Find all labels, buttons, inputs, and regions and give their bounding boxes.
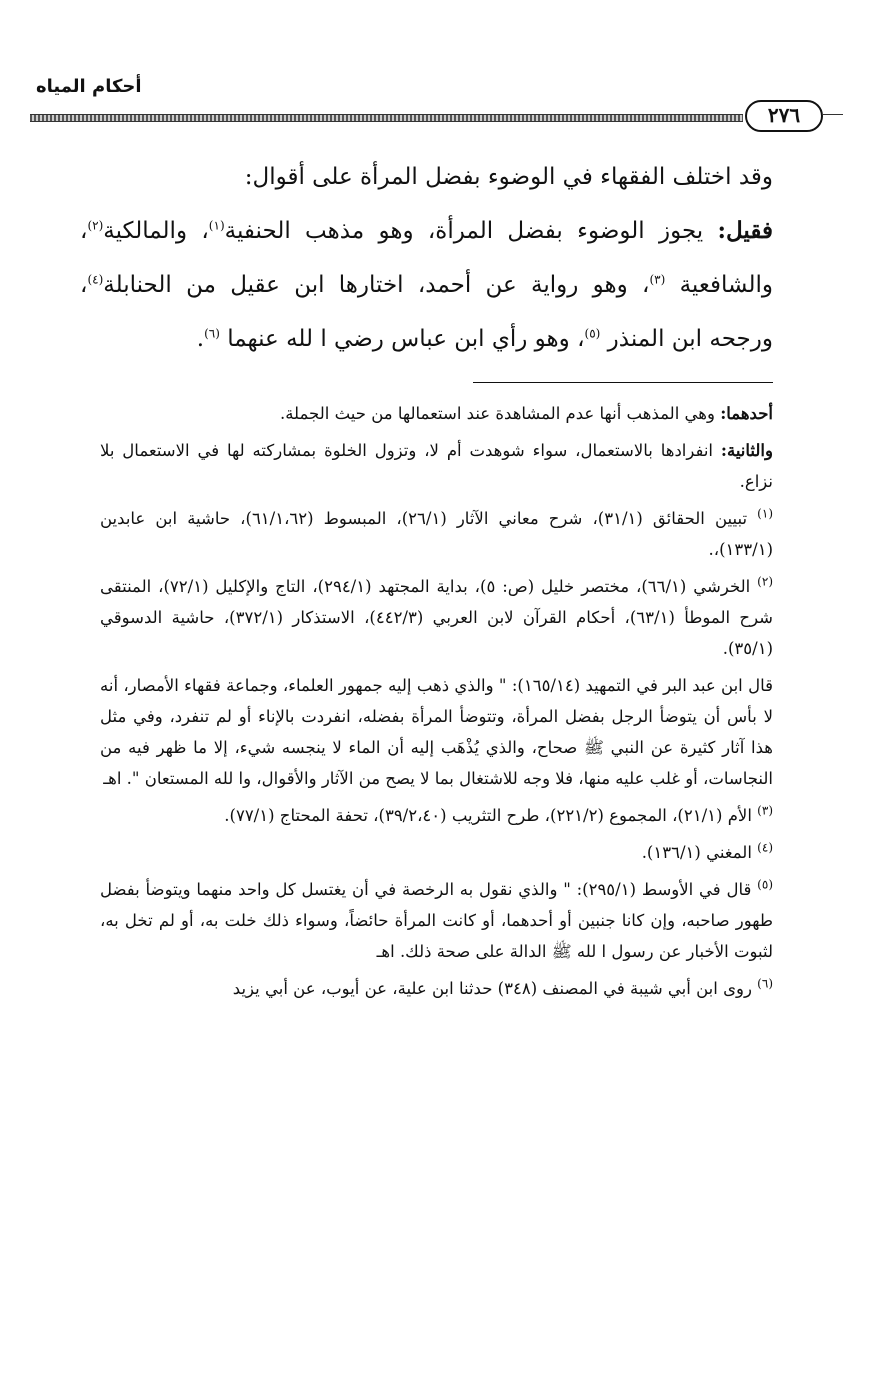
footnote-mark: (٦): [757, 976, 773, 991]
book-title: أحكام المياه: [36, 76, 142, 97]
footnote-4: [100, 837, 773, 868]
note-text: انفرادها بالاستعمال، سواء شوهدت أم لا، وتزول الخلوة بمشاركته لها في الاستعمال بلا نزاع.: [100, 441, 773, 491]
footnote-text: الأم (٢١/١)، المجموع (٢٢١/٢)، طرح التثريب (٣٩/٢،٤٠)، تحفة المحتاج (٧٧/١).: [224, 806, 758, 825]
header-rule: [30, 114, 743, 122]
header-rule-right: [823, 114, 843, 121]
footnote-text: تبيين الحقائق (٣١/١)، شرح معاني الآثار (٢٦/١)، المبسوط (٦١/١،٦٢)، حاشية ابن عابدين (١٣٣/١)،.: [100, 509, 773, 559]
footnote-separator: [473, 382, 773, 383]
text-run: يجوز الوضوء بفضل المرأة، وهو مذهب الحنفية: [224, 218, 718, 244]
page-number: ٢٧٦: [745, 100, 823, 132]
note-second: [100, 435, 773, 497]
paragraph-first-opinion: [80, 204, 773, 366]
footnote-1: [100, 503, 773, 565]
text-run: ، ورجحه ابن المنذر: [80, 272, 773, 352]
footnote-mark: (١): [757, 506, 773, 521]
text-run: ، والمالكية: [103, 218, 209, 244]
footnote-mark: (٥): [757, 877, 773, 892]
footnote-text: قال في الأوسط (٢٩٥/١): " والذي نقول به الرخصة في أن يغتسل كل واحد منهما ويتوضأ بفضل طهور صاحبه، وإن كانا جنبين أو أحدهما، أو كانت المرأة حائضاً، وسواء ذلك خلت به، أو لم تخل به، لثبوت الأخبار عن رسول ا لله ﷺ الدالة على صحة ذلك. اهـ: [100, 880, 773, 961]
note-first: [100, 398, 773, 429]
footnote-ref-2[interactable]: (٢): [87, 218, 104, 233]
paragraph-intro: وقد اختلف الفقهاء في الوضوء بفضل المرأة على أقوال:: [244, 164, 773, 190]
footnote-mark: (٤): [757, 840, 773, 855]
footnote-text: المغني (١٣٦/١).: [641, 843, 758, 862]
running-header: [30, 70, 843, 130]
opinion-lead: فقيل:: [717, 217, 773, 244]
footnote-3: [100, 800, 773, 831]
footnote-text: روى ابن أبي شيبة في المصنف (٣٤٨) حدثنا ابن علية، عن أيوب، عن أبي يزيد: [232, 979, 758, 998]
text-run: ، وهو رواية عن أحمد، اختارها ابن عقيل من الحنابلة: [103, 272, 650, 298]
footnote-6: [100, 973, 773, 1004]
footnote-mark: (٢): [757, 574, 773, 589]
note-lead: والثانية:: [720, 441, 773, 460]
footnote-ref-3[interactable]: (٣): [649, 272, 666, 287]
footnote-ref-4[interactable]: (٤): [87, 272, 104, 287]
footnote-ref-6[interactable]: (٦): [204, 326, 220, 341]
main-text: [80, 150, 773, 366]
footnote-2: [100, 571, 773, 664]
footnote-ref-5[interactable]: (٥): [584, 326, 601, 341]
footnote-mark: (٣): [757, 803, 773, 818]
footnote-5: [100, 874, 773, 967]
footnote-2-quote: قال ابن عبد البر في التمهيد (١٦٥/١٤): " والذي ذهب إليه جمهور العلماء، وجماعة فقهاء الأمصار، أنه لا بأس أن يتوضأ الرجل بفضل المرأة، وتتوضأ المرأة بفضله، انفردت بالإناء أو لم تنفرد، وفي مثل هذا آثار كثيرة عن النبي ﷺ صحاح، والذي يُذْهَب إليه أن الماء لا ينجسه شيء، إلا ما ظهر فيه من النجاسات، أو غلب عليه منها، فلا وجه للاشتغال بما لا يصح من الآثار والأقوال، وا لله المستعان ". اهـ: [100, 676, 773, 788]
note-text: وهي المذهب أنها عدم المشاهدة عند استعمالها من حيث الجملة.: [279, 404, 721, 423]
text-run: ، والشافعية: [80, 218, 773, 298]
note-lead: أحدهما:: [720, 404, 773, 423]
footnote-text: الخرشي (٦٦/١)، مختصر خليل (ص: ٥)، بداية المجتهد (٢٩٤/١)، التاج والإكليل (٧٢/١)، المنتقى شرح الموطأ (٦٣/١)، أحكام القرآن لابن العربي (٤٤٢/٣)، الاستذكار (٣٧٢/١)، حاشية الدسوقي (٣٥/١).: [100, 577, 774, 658]
footnote-ref-1[interactable]: (١): [208, 218, 225, 233]
text-run: ، وهو رأي ابن عباس رضي ا لله عنهما: [219, 326, 585, 352]
footnotes: [100, 398, 773, 1010]
text-run: .: [196, 326, 205, 352]
